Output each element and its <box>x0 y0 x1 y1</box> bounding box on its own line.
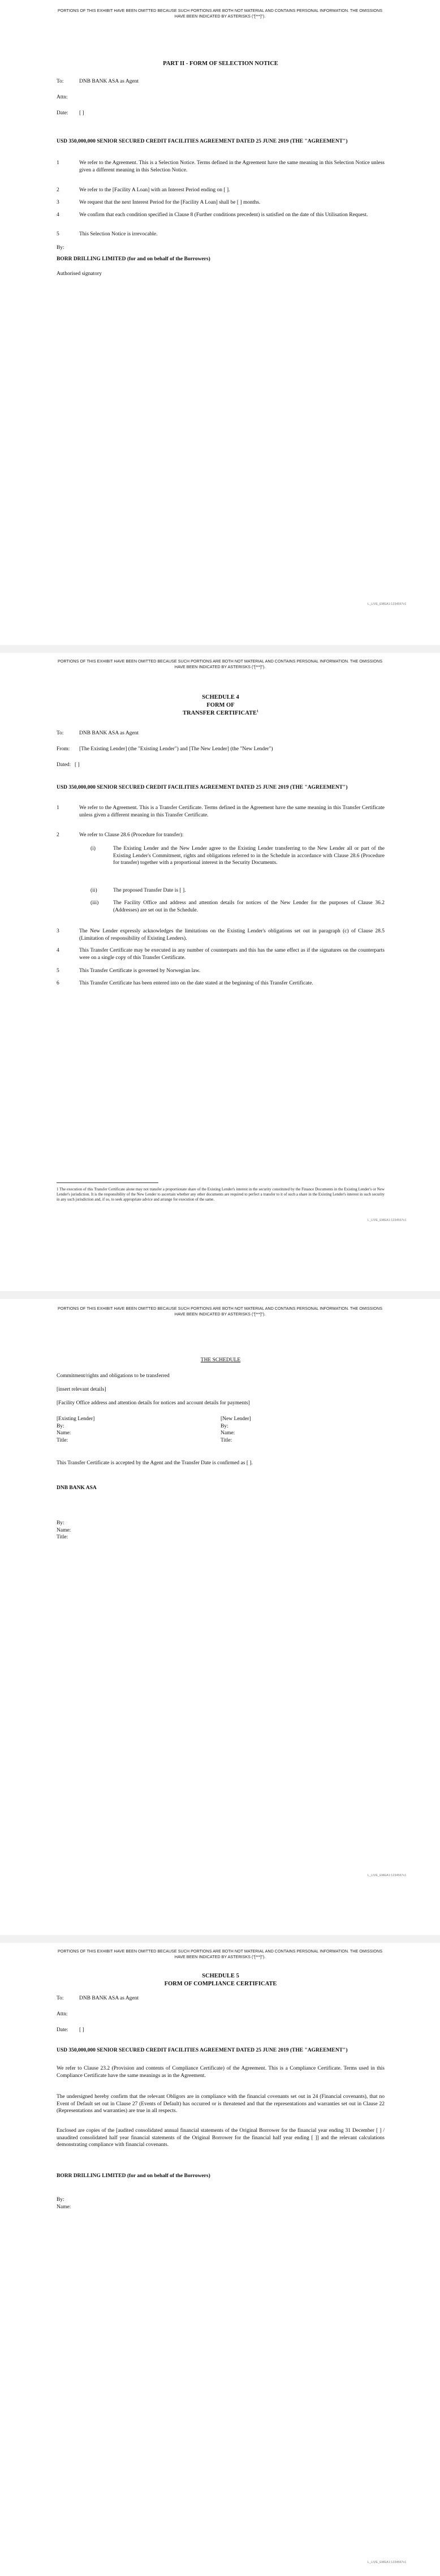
dated-label: Dated: <box>57 762 71 768</box>
dated-value: [ ] <box>75 762 80 768</box>
date-label: Date: <box>57 2027 68 2033</box>
attn-label: Attn: <box>57 2011 68 2017</box>
clause-1 <box>57 160 385 182</box>
accepted-line: This Transfer Certificate is accepted by the Agent and the Transfer Date is confirmed as [ ]. <box>57 1460 253 1466</box>
omission-banner: PORTIONS OF THIS EXHIBIT HAVE BEEN OMITTED BECAUSE SUCH PORTIONS ARE BOTH NOT MATERIAL AND CONTAINS PERSONAL INFORMATION. THE OMISSIONS HAVE BEEN INDICATED BY ASTERISKS ("[***]"). <box>57 8 383 19</box>
sub-clause-ii <box>90 887 385 895</box>
clause-text: We refer to the Agreement. This is a Selection Notice. Terms defined in the Agreement have the same meaning in this Selection Notice unless given a different meaning in this Selection Notice. <box>79 160 385 173</box>
page-3 <box>0 1299 440 1935</box>
clause-number: 4 <box>57 212 59 218</box>
clause-1 <box>57 805 385 827</box>
to-label: To: <box>57 79 64 84</box>
signature-line: Title: <box>221 1437 232 1443</box>
sub-clause-i <box>90 845 385 883</box>
page-identifier: L_LIVE_EMEA1:1234567v1 <box>368 2561 407 2564</box>
clause-text: This Transfer Certificate has been entered into on the date stated at the beginning of this Transfer Certificate. <box>79 980 313 986</box>
sub-clause-number: (i) <box>90 846 96 852</box>
signature-line: By: <box>57 2197 64 2203</box>
page-separator <box>0 1291 440 1299</box>
sub-clause-text: The Existing Lender and the New Lender agree to the Existing Lender transferring to the New Lender all or part of the Existing Lender's Commitment, rights and obligations referred to in the Schedule in accordance with Clause 28.6 (Procedure for transfer) together with a proportional interest in the Security Documents. <box>113 846 385 866</box>
to-label: To: <box>57 730 64 736</box>
clause-text: This Selection Notice is irrevocable. <box>79 231 158 237</box>
compliance-para-2: The undersigned hereby confirm that the relevant Obligors are in compliance with the financial covenants set out in 24 (Financial covenants), that no Event of Default set out in Clause 27 (Events of Default) has occurred or is threatened and that the representations and warranties set out in Clause 22 (Representations and warranties) are true in all respects. <box>57 2094 385 2114</box>
omission-banner: PORTIONS OF THIS EXHIBIT HAVE BEEN OMITTED BECAUSE SUCH PORTIONS ARE BOTH NOT MATERIAL AND CONTAINS PERSONAL INFORMATION. THE OMISSIONS HAVE BEEN INDICATED BY ASTERISKS ("[***]"). <box>57 1306 383 1317</box>
clause-number: 4 <box>57 948 59 953</box>
page-2 <box>0 653 440 1291</box>
clause-text: We refer to the Agreement. This is a Transfer Certificate. Terms defined in the Agreement have the same meaning in this Transfer Certificate unless given a different meaning in this Transfer Certificate. <box>79 805 385 818</box>
schedule-name: FORM OF COMPLIANCE CERTIFICATE <box>164 1980 277 1987</box>
signature-line: Name: <box>57 2204 71 2210</box>
clause-4 <box>57 212 385 227</box>
clause-number: 5 <box>57 231 59 237</box>
footnote-rule <box>57 1182 158 1183</box>
to-label: To: <box>57 1996 64 2001</box>
omission-banner: PORTIONS OF THIS EXHIBIT HAVE BEEN OMITTED BECAUSE SUCH PORTIONS ARE BOTH NOT MATERIAL AND CONTAINS PERSONAL INFORMATION. THE OMISSIONS HAVE BEEN INDICATED BY ASTERISKS ("[***]"). <box>57 659 383 669</box>
clause-number: 2 <box>57 832 59 838</box>
facility-office-line: [Facility Office address and attention details for notices and account details for payments] <box>57 1400 250 1406</box>
agreement-title: USD 350,000,000 SENIOR SECURED CREDIT FACILITIES AGREEMENT DATED 25 JUNE 2019 (THE "AGREEMENT") <box>57 785 348 790</box>
clause-4 <box>57 947 385 963</box>
clause-3 <box>57 928 385 944</box>
page-identifier: L_LIVE_EMEA1:1234567v1 <box>368 603 407 606</box>
agreement-title: USD 350,000,000 SENIOR SECURED CREDIT FACILITIES AGREEMENT DATED 25 JUNE 2019 (THE "AGREEMENT") <box>57 2048 348 2053</box>
commitment-line: Commitment/rights and obligations to be transferred <box>57 1373 170 1379</box>
clause-text: This Transfer Certificate may be executed in any number of counterparts and this has the same effect as if the signatures on the counterparts were on a single copy of this Transfer Certificate. <box>79 948 385 961</box>
clause-number: 2 <box>57 187 59 193</box>
new-lender-signature <box>221 1416 362 1444</box>
sub-clause-text: The proposed Transfer Date is [ ]. <box>113 888 186 893</box>
signature-line: By: <box>57 1520 64 1526</box>
agreement-title: USD 350,000,000 SENIOR SECURED CREDIT FACILITIES AGREEMENT DATED 25 JUNE 2019 (THE "AGREEMENT") <box>57 139 348 144</box>
schedule-name <box>57 709 385 717</box>
signature-line: Title: <box>57 1437 68 1443</box>
schedule-name-text: TRANSFER CERTIFICATE <box>183 709 257 716</box>
signature-line: Title: <box>57 1534 68 1541</box>
borrower-line: BORR DRILLING LIMITED (for and on behalf of the Borrowers) <box>57 2173 210 2179</box>
clause-number: 6 <box>57 980 59 986</box>
clause-number: 5 <box>57 968 59 974</box>
to-value: DNB BANK ASA as Agent <box>79 1996 139 2001</box>
compliance-para-3: Enclosed are copies of the [audited consolidated annual financial statements of the Original Borrower for the financial year ending 31 December [ ] / unaudited consolidated half year financial statements of the Original Borrower for the financial half year ending [ ]] and the relevant calculations demonstrating compliance with financial covenants. <box>57 2128 385 2148</box>
schedule-title: THE SCHEDULE <box>200 1357 241 1363</box>
signature-line: [New Lender] <box>221 1416 251 1422</box>
agent-name: DNB BANK ASA <box>57 1485 97 1491</box>
signature-line: By: <box>57 1423 64 1429</box>
from-value: [The Existing Lender] (the "Existing Lender") and [The New Lender] (the "New Lender") <box>79 746 273 752</box>
page-4 <box>0 1943 440 2576</box>
sub-clause-number: (iii) <box>90 900 99 906</box>
clause-text: The New Lender expressly acknowledges the limitations on the Existing Lender's obligations set out in paragraph (c) of Clause 28.5 (Limitation of responsibility of Existing Lenders). <box>79 928 385 941</box>
page-separator <box>0 645 440 653</box>
sub-clause-iii <box>90 900 385 922</box>
omission-banner: PORTIONS OF THIS EXHIBIT HAVE BEEN OMITTED BECAUSE SUCH PORTIONS ARE BOTH NOT MATERIAL AND CONTAINS PERSONAL INFORMATION. THE OMISSIONS HAVE BEEN INDICATED BY ASTERISKS ("[***]"). <box>57 1949 383 1959</box>
clause-3 <box>57 199 385 207</box>
page-identifier: L_LIVE_EMEA1:1234567v1 <box>368 1219 407 1222</box>
signature-line: Name: <box>57 1430 71 1437</box>
existing-lender-signature <box>57 1416 198 1444</box>
schedule-4-title <box>57 694 385 717</box>
date-value: [ ] <box>79 110 84 116</box>
signature-line: Name: <box>221 1430 235 1437</box>
sub-clause-text: The Facility Office and address and attention details for notices of the New Lender for the purposes of Clause 36.2 (Addresses) are set out in the Schedule. <box>113 900 385 913</box>
date-label: Date: <box>57 110 68 116</box>
by-label: By: <box>57 245 64 251</box>
page-1 <box>0 0 440 645</box>
sub-clause-number: (ii) <box>90 888 97 893</box>
compliance-para-1: We refer to Clause 23.2 (Provision and contents of Compliance Certificate) of the Agreement. This is a Compliance Certificate. Terms used in this Compliance Certificate have the same meanings as in the Agreement. <box>57 2066 385 2079</box>
footnote-marker: 1 <box>257 709 258 713</box>
clause-2 <box>57 832 385 840</box>
to-value: DNB BANK ASA as Agent <box>79 79 139 84</box>
clause-number: 1 <box>57 160 59 166</box>
date-value: [ ] <box>79 2027 84 2033</box>
clause-text: We request that the next Interest Period for the [Facility A Loan] shall be [ ] months. <box>79 200 261 205</box>
schedule-5-title <box>57 1972 385 1988</box>
clause-5 <box>57 231 385 239</box>
page-separator <box>0 1935 440 1943</box>
signature-line: Name: <box>57 1527 71 1533</box>
clause-text: We refer to the [Facility A Loan] with an Interest Period ending on [ ]. <box>79 187 230 193</box>
clause-number: 3 <box>57 200 59 205</box>
borrower-signature <box>57 2196 198 2211</box>
clause-number: 3 <box>57 928 59 934</box>
clause-text: We confirm that each condition specified in Clause 8 (Further conditions precedent) is satisfied on the date of this Utilisation Request. <box>79 212 368 218</box>
borrower-line: BORR DRILLING LIMITED (for and on behalf of the Borrowers) <box>57 256 210 262</box>
page-identifier: L_LIVE_EMEA1:1234567v1 <box>368 1874 407 1877</box>
details-line: [insert relevant details] <box>57 1387 106 1392</box>
agent-signature <box>57 1520 198 1541</box>
schedule-number: SCHEDULE 5 <box>202 1973 239 1979</box>
clause-text: This Transfer Certificate is governed by Norwegian law. <box>79 968 201 974</box>
schedule-number: SCHEDULE 4 <box>202 694 239 700</box>
clause-6 <box>57 980 385 996</box>
signature-line: By: <box>221 1423 228 1429</box>
clause-2 <box>57 187 385 195</box>
schedule-form-of: FORM OF <box>206 702 235 708</box>
attn-label: Attn: <box>57 94 68 100</box>
authorised-signatory: Authorised signatory <box>57 271 102 277</box>
clause-text: We refer to Clause 28.6 (Procedure for transfer): <box>79 832 184 838</box>
part-title: PART II - FORM OF SELECTION NOTICE <box>163 61 278 67</box>
clause-5 <box>57 967 385 975</box>
to-value: DNB BANK ASA as Agent <box>79 730 139 736</box>
signature-line: [Existing Lender] <box>57 1416 95 1422</box>
from-label: From: <box>57 746 70 752</box>
footnote: 1 The execution of this Transfer Certificate alone may not transfer a proportionate share of the Existing Lender's interest in the security constituted by the Finance Documents in the Existing Lender's or New Lender's jurisdiction. It is the responsibility of the New Lender to ascertain whether any other documents are required to perfect a transfer to it of such a share in the Existing Lender's interest in such security in any such jurisdiction and, if so, to seek appropriate advice and arrange for execution of the same. <box>57 1187 385 1202</box>
clause-number: 1 <box>57 805 59 811</box>
